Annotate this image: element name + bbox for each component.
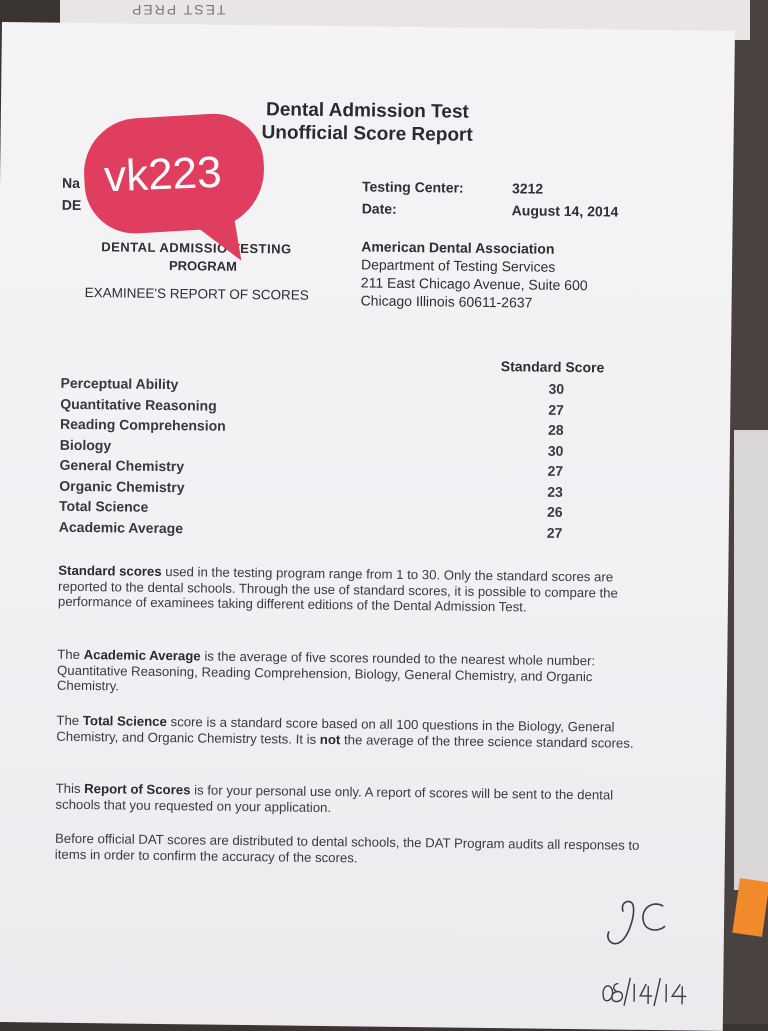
date-label: Date:	[361, 200, 397, 217]
background-paper-edge	[734, 430, 768, 890]
name-label: Na	[61, 174, 81, 191]
report-title-line1: Dental Admission Test	[265, 99, 469, 123]
score-value: 30	[547, 442, 564, 459]
score-value: 26	[546, 503, 563, 520]
paragraph-text: is for your personal use only. A report of scores will be sent to the dental schools that you requested on your application.	[55, 782, 614, 815]
testing-center-label: Testing Center:	[361, 178, 464, 196]
paragraph-text: used in the testing program range from 1 to 30. Only the standard scores are reported to the dental schools. Through the use of standard scores, it is possible to compare the performance of examinees taking different editions of the Dental Admission Test.	[57, 563, 618, 615]
paragraph-bold: Standard scores	[58, 562, 162, 579]
score-name: Academic Average	[58, 518, 184, 536]
paragraph-report-of-scores	[55, 781, 643, 819]
examinee-report-label: EXAMINEE'S REPORT OF SCORES	[84, 285, 309, 303]
score-value: 27	[546, 524, 563, 541]
ada-address-line1: 211 East Chicago Avenue, Suite 600	[360, 274, 588, 294]
score-name: Organic Chemistry	[59, 477, 185, 495]
score-name: Reading Comprehension	[59, 415, 226, 434]
score-name: Perceptual Ability	[60, 374, 179, 393]
paragraph-text: score is a standard score based on all 100 questions in the Biology, General Chemistry, and Organic Chemistry tests. It is	[56, 714, 615, 747]
sticker-text: vk223	[103, 147, 223, 202]
paragraph-text: The	[57, 646, 84, 663]
paragraph-audit	[55, 831, 643, 869]
score-value: 27	[548, 401, 564, 418]
date-value: August 14, 2014	[511, 202, 619, 220]
scores-table	[58, 353, 621, 541]
paragraph-text: the average of the three science standard scores.	[340, 731, 634, 751]
score-name: Quantitative Reasoning	[60, 395, 217, 414]
score-value: 30	[548, 380, 565, 397]
report-title-line2: Unofficial Score Report	[261, 122, 473, 146]
paragraph-text: This	[55, 780, 85, 797]
top-sheet-text: TEST PREP	[130, 2, 226, 18]
score-value: 27	[547, 462, 564, 479]
paragraph-academic-average	[57, 647, 646, 701]
handwritten-signature	[600, 891, 691, 1012]
paragraph-standard-scores	[58, 563, 647, 617]
score-name: General Chemistry	[59, 456, 185, 475]
paragraph-bold: Academic Average	[83, 647, 201, 664]
ada-department: Department of Testing Services	[360, 256, 556, 275]
scores-header: Standard Score	[500, 358, 605, 376]
testing-center-value: 3212	[511, 180, 544, 197]
paragraph-bold: Total Science	[82, 713, 167, 730]
score-value: 23	[547, 483, 563, 500]
score-value: 28	[547, 421, 564, 438]
score-name: Biology	[59, 436, 112, 453]
score-report-page	[0, 22, 735, 1031]
ada-name: American Dental Association	[361, 238, 555, 257]
ada-address-line2: Chicago Illinois 60611-2637	[360, 292, 533, 311]
paragraph-text: Before official DAT scores are distributed to dental schools, the DAT Program audits all responses to items in order to confirm the accuracy of the scores.	[54, 830, 640, 865]
score-name: Total Science	[58, 497, 149, 515]
program-line2: PROGRAM	[168, 258, 238, 274]
paragraph-text: is the average of five scores rounded to the nearest whole number: Quantitative Reasoning, Reading Comprehension, Biology, General Chemistry, and Organic Chemistry.	[56, 648, 596, 694]
paragraph-text: The	[56, 712, 83, 729]
dent-label: DE	[61, 196, 82, 213]
paragraph-total-science	[56, 713, 644, 751]
paragraph-bold: not	[319, 731, 341, 747]
background-orange-item	[732, 878, 768, 937]
paragraph-bold: Report of Scores	[84, 781, 191, 798]
program-line1: DENTAL ADMISSIO TESTING	[101, 239, 292, 257]
